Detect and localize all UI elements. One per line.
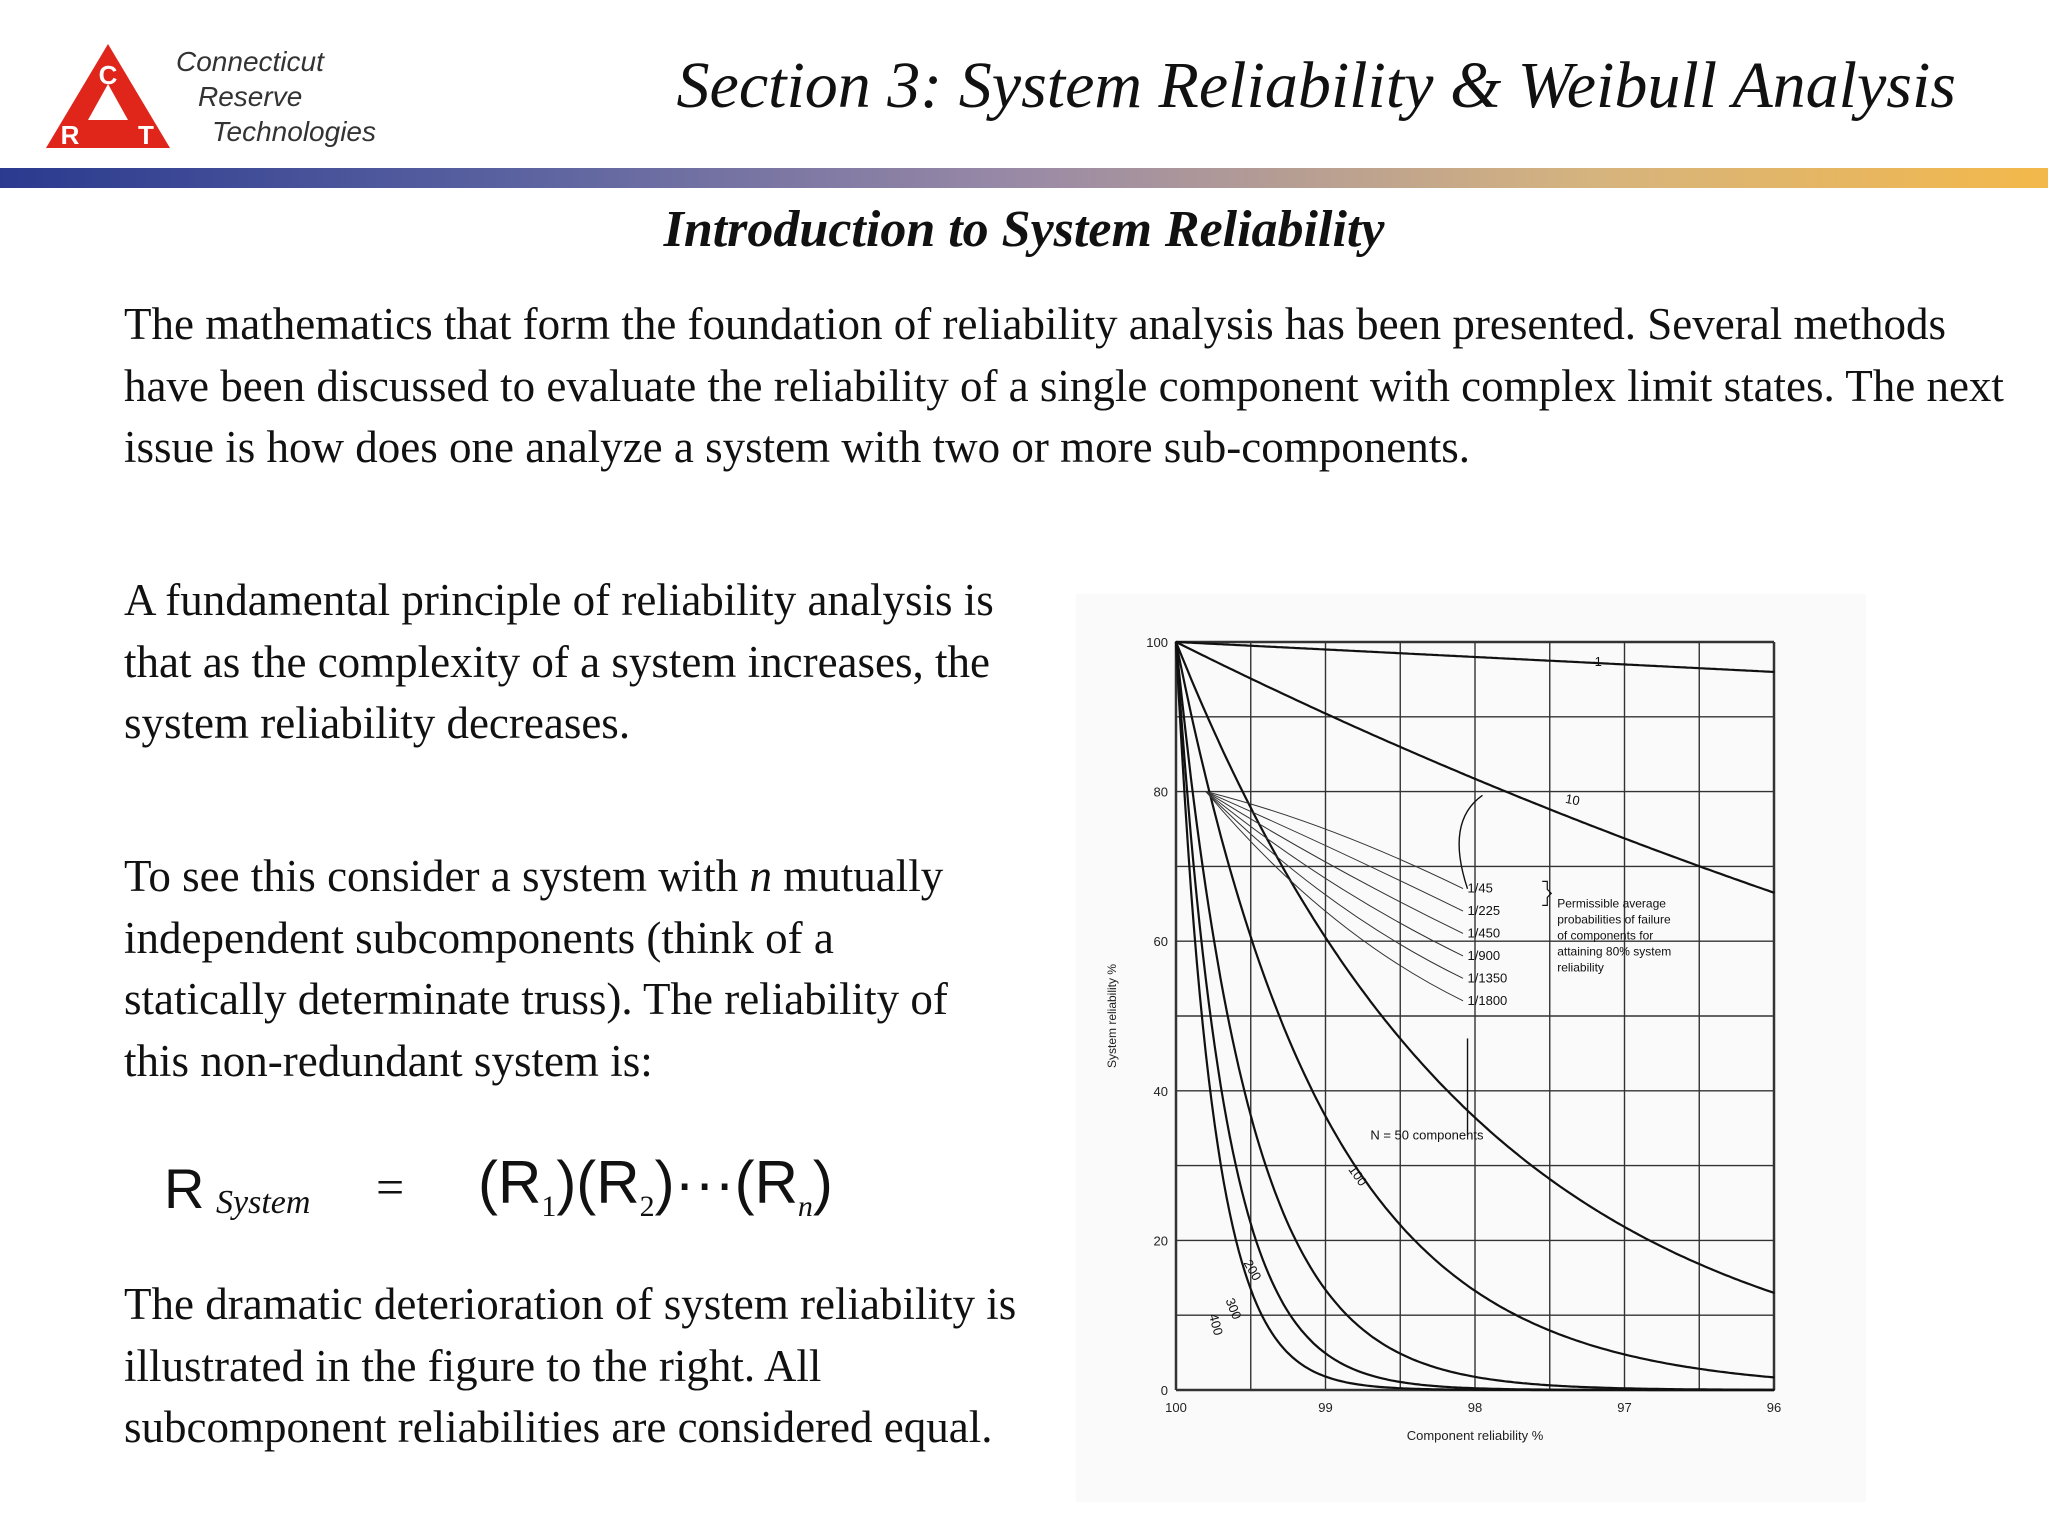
annotation-text: Permissible average	[1557, 896, 1666, 911]
data-point	[1325, 1289, 1327, 1291]
annotation-text: of components for	[1557, 928, 1654, 943]
annotation-text: probabilities of failure	[1557, 912, 1671, 927]
logo-letter-r: R	[60, 120, 80, 150]
principle-paragraph: A fundamental principle of reliability analysis is that as the complexity of a system increases, the system reliability decreases.	[124, 575, 994, 748]
conclusion-paragraph: The dramatic deterioration of system reliability is illustrated in the figure to the right. All subcomponent reliabilities are considered equal.	[124, 1279, 1017, 1452]
formula-term-n: R	[754, 1149, 798, 1216]
data-point	[1624, 1389, 1626, 1391]
annotation-text: attaining 80% system	[1557, 944, 1672, 959]
series-label: 200	[1240, 1256, 1265, 1284]
x-tick-label: 96	[1766, 1400, 1782, 1415]
header-gradient-bar	[0, 168, 2048, 188]
formula-equals: =	[376, 1159, 405, 1215]
data-point	[1474, 778, 1476, 780]
y-tick-label: 20	[1153, 1233, 1168, 1249]
formula-rhs: $(R_1)(R_2)\cdot\cdot\cdot(R_n)$	[478, 1149, 833, 1223]
failure-probability-curve	[1206, 792, 1463, 911]
reliability-chart	[1076, 594, 1866, 1502]
system-paragraph-lead: To see this consider a system with	[124, 851, 750, 901]
reliability-figure	[1076, 594, 1866, 1502]
failure-probability-label: 1/225	[1467, 903, 1501, 919]
logo-line-connecticut: Connecticut	[176, 46, 324, 77]
failure-probability-curve	[1206, 792, 1463, 1001]
x-tick-label: 99	[1318, 1400, 1333, 1415]
company-logo	[46, 36, 376, 156]
formula-lhs: R	[164, 1157, 205, 1220]
series-label: 10	[1564, 791, 1582, 809]
series-label: 100	[1345, 1162, 1371, 1189]
data-point	[1474, 1117, 1476, 1119]
x-tick-label: 100	[1165, 1400, 1187, 1415]
data-point	[1474, 1376, 1476, 1378]
data-point	[1325, 649, 1327, 651]
data-point	[1325, 1376, 1327, 1378]
system-paragraph-rest: mutually independent subcomponents (think of a statically determinate truss). The reliability of this non-redundant system is:	[124, 851, 948, 1086]
y-tick-label: 60	[1153, 934, 1168, 950]
data-point	[1773, 671, 1775, 673]
n-components-label: N = 50 components	[1370, 1127, 1484, 1143]
formula-sub-1: 1	[541, 1190, 557, 1223]
data-point	[1325, 937, 1327, 939]
failure-probability-curve	[1206, 792, 1463, 889]
logo-letter-c: C	[98, 60, 118, 90]
data-point	[1175, 641, 1177, 643]
slide-subtitle: Introduction to System Reliability	[663, 201, 1385, 258]
data-point	[1624, 1226, 1626, 1228]
annotation-arrow	[1459, 795, 1482, 889]
failure-probability-label: 1/1800	[1467, 992, 1508, 1008]
data-point	[1773, 1292, 1775, 1294]
data-point	[1773, 1376, 1775, 1378]
system-reliability-formula	[160, 1148, 880, 1238]
formula-term-1: R	[497, 1149, 542, 1216]
logo-line-technologies: Technologies	[212, 116, 376, 147]
series-label: 400	[1205, 1312, 1227, 1337]
formula-lhs-subscript: System	[216, 1184, 311, 1221]
logo-line-reserve: Reserve	[198, 81, 303, 112]
failure-probability-label: 1/900	[1467, 947, 1501, 963]
system-paragraph	[124, 846, 1004, 1092]
failure-probability-label: 1/450	[1467, 925, 1501, 941]
series-label: 1	[1594, 653, 1602, 669]
y-tick-label: 100	[1146, 635, 1168, 650]
slide-title: Section 3: System Reliability & Weibull Analysis	[676, 49, 1956, 122]
x-tick-label: 97	[1617, 1400, 1632, 1415]
data-point	[1474, 656, 1476, 658]
series-label: 300	[1222, 1295, 1245, 1322]
data-point	[1624, 838, 1626, 840]
y-tick-label: 0	[1160, 1383, 1168, 1398]
y-tick-label: 80	[1153, 784, 1168, 800]
logo-letter-t: T	[138, 120, 154, 150]
failure-probability-curve	[1206, 792, 1463, 956]
data-point	[1325, 1115, 1327, 1117]
formula-term-2: R	[596, 1149, 640, 1216]
y-axis-label: System reliability %	[1105, 963, 1119, 1069]
data-point	[1624, 664, 1626, 666]
failure-probability-label: 1/1350	[1467, 970, 1508, 986]
failure-probability-label: 1/45	[1467, 880, 1493, 896]
data-point	[1474, 1290, 1476, 1292]
formula-sub-2: 2	[639, 1190, 655, 1223]
annotation-text: reliability	[1557, 960, 1604, 975]
failure-probability-curve	[1206, 792, 1463, 934]
data-point	[1474, 1389, 1476, 1391]
variable-n: n	[749, 851, 772, 901]
data-point	[1773, 892, 1775, 894]
data-point	[1325, 1353, 1327, 1355]
data-point	[1773, 1389, 1775, 1391]
x-axis-label: Component reliability %	[1406, 1428, 1544, 1443]
formula-sub-n: n	[797, 1190, 813, 1223]
logo-wordmark	[132, 44, 376, 149]
data-point	[1624, 1353, 1626, 1355]
x-tick-label: 98	[1467, 1400, 1483, 1415]
formula-dots: ···	[674, 1149, 735, 1216]
intro-paragraph: The mathematics that form the foundation of reliability analysis has been presented. Several methods have been discussed to evaluate the reliability of a single component with complex limit states. The next issue is how does one analyze a system with two or more sub-components.	[124, 299, 2004, 472]
y-tick-label: 40	[1153, 1083, 1168, 1099]
data-point	[1325, 713, 1327, 715]
